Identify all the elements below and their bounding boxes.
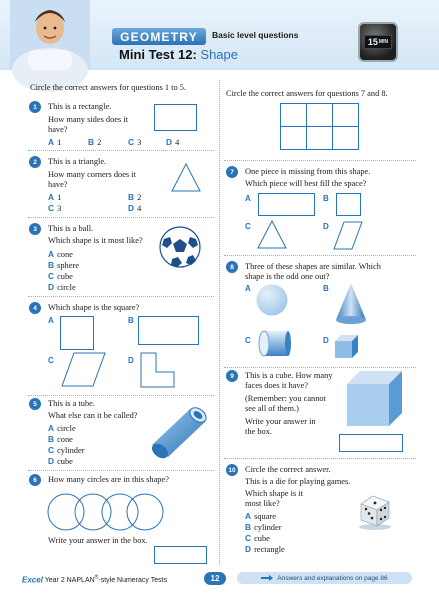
question-text: This is a ball.	[48, 224, 94, 233]
question-number: 5	[29, 398, 41, 410]
question-number: 3	[29, 223, 41, 235]
l-shape[interactable]	[140, 352, 176, 390]
question-text: One piece is missing from this shape.	[245, 167, 371, 176]
answer-option[interactable]: D circle	[48, 282, 76, 292]
question-text: How many circles are in this shape?	[48, 475, 169, 484]
question-text: This is a triangle.	[48, 157, 107, 166]
option-label[interactable]: B	[323, 284, 329, 293]
triangle-shape	[172, 163, 202, 193]
answer-option[interactable]: A 1	[48, 137, 62, 147]
separator	[28, 150, 214, 151]
subject-badge: GEOMETRY	[112, 28, 206, 45]
answer-option[interactable]: B cone	[48, 434, 73, 444]
question-text: Write your answer in	[245, 417, 316, 426]
answer-option[interactable]: B sphere	[48, 260, 79, 270]
question-text: faces does it have?	[245, 381, 309, 390]
rectangle-shape	[154, 104, 198, 134]
series-title: Year 2 NAPLAN®-style Numeracy Tests	[44, 575, 168, 585]
answer-option[interactable]: D rectangle	[245, 544, 285, 554]
answer-box[interactable]	[154, 546, 207, 564]
overlapping-circles-diagram	[46, 492, 166, 532]
question-number: 6	[29, 474, 41, 486]
square-shape[interactable]	[336, 193, 362, 217]
column-divider	[219, 80, 220, 565]
separator	[224, 367, 416, 368]
option-label[interactable]: D	[128, 356, 134, 365]
footer-brand	[22, 575, 167, 584]
parallelogram-shape[interactable]	[62, 352, 106, 388]
brand-logo: Excel	[22, 575, 43, 585]
answer-option[interactable]: B cylinder	[245, 522, 282, 532]
question-text: Which shape is it	[245, 489, 303, 498]
answer-option[interactable]: C 3	[128, 137, 142, 147]
dice-icon	[355, 492, 395, 530]
question-text: have?	[48, 125, 68, 134]
separator	[224, 458, 416, 459]
option-label[interactable]: A	[245, 194, 251, 203]
answer-option[interactable]: D 4	[128, 203, 142, 213]
option-label[interactable]: C	[48, 356, 54, 365]
question-text: Circle the correct answer.	[245, 465, 331, 474]
level-label: Basic level questions	[212, 30, 299, 40]
answer-option[interactable]: A circle	[48, 423, 76, 433]
grid-shape-diagram	[280, 103, 360, 151]
question-text: What else can it be called?	[48, 411, 138, 420]
answer-option[interactable]: A 1	[48, 192, 62, 202]
page-title	[119, 47, 238, 62]
page-number: 12	[204, 572, 226, 585]
separator	[28, 395, 214, 396]
question-number: 10	[226, 464, 238, 476]
timer-value: 15	[367, 37, 378, 47]
cube-illustration	[346, 370, 404, 428]
timer-unit: MIN	[378, 39, 389, 45]
question-number: 4	[29, 302, 41, 314]
timer-display	[364, 35, 392, 49]
question-text: shape is the odd one out?	[245, 272, 330, 281]
separator	[28, 296, 214, 297]
question-text: Write your answer in the box.	[48, 536, 148, 545]
answers-reference: Answers and explanations on page 86	[237, 572, 412, 584]
separator	[224, 160, 416, 161]
question-text: Which shape is it most like?	[48, 236, 143, 245]
instructions-left: Circle the correct answers for questions 1 to 5.	[30, 83, 187, 92]
question-text: (Remember: you cannot	[245, 394, 326, 403]
rectangle-shape[interactable]	[138, 316, 200, 346]
option-label[interactable]: D	[323, 222, 329, 231]
square-shape[interactable]	[60, 316, 96, 352]
answer-option[interactable]: C 3	[48, 203, 62, 213]
answer-option[interactable]: D 4	[166, 137, 180, 147]
answer-box[interactable]	[339, 434, 403, 452]
question-text: have?	[48, 180, 68, 189]
question-text: Which shape is the square?	[48, 303, 140, 312]
triangle-shape[interactable]	[258, 220, 288, 250]
student-photo-illustration	[10, 0, 90, 70]
answer-option[interactable]: A square	[245, 511, 276, 521]
question-text: How many corners does it	[48, 170, 136, 179]
answer-option[interactable]: C cube	[48, 271, 73, 281]
instructions-right: Circle the correct answers for questions 7 and 8.	[226, 89, 388, 98]
option-label[interactable]: D	[323, 336, 329, 345]
answer-option[interactable]: D cube	[48, 456, 73, 466]
question-text: Which piece will best fill the space?	[245, 179, 367, 188]
question-number: 9	[226, 370, 238, 382]
option-label[interactable]: A	[245, 284, 251, 293]
option-label[interactable]: A	[48, 316, 54, 325]
question-text: the box.	[245, 427, 272, 436]
answer-option[interactable]: A cone	[48, 249, 73, 259]
option-label[interactable]: C	[245, 336, 251, 345]
timer-icon	[358, 22, 398, 62]
question-text: This is a rectangle.	[48, 102, 112, 111]
answer-option[interactable]: C cube	[245, 533, 270, 543]
answer-option[interactable]: B 2	[88, 137, 102, 147]
question-text: How many sides does it	[48, 115, 129, 124]
answer-option[interactable]: C cylinder	[48, 445, 85, 455]
question-text: This is a cube. How many	[245, 371, 333, 380]
cone-shape[interactable]	[336, 282, 368, 326]
question-text: Three of these shapes are similar. Which	[245, 262, 381, 271]
rectangle-shape[interactable]	[258, 193, 316, 217]
separator	[28, 470, 214, 471]
separator	[28, 217, 214, 218]
question-number: 2	[29, 156, 41, 168]
page-header	[0, 0, 439, 78]
option-label[interactable]: B	[323, 194, 329, 203]
separator	[224, 255, 416, 256]
question-number: 8	[226, 261, 238, 273]
question-text: This is a tube.	[48, 399, 95, 408]
option-label[interactable]: B	[128, 316, 134, 325]
question-text: see all of them.)	[245, 404, 299, 413]
tube-icon	[150, 407, 208, 459]
question-number: 1	[29, 101, 41, 113]
cylinder-shape[interactable]	[258, 330, 292, 358]
option-label[interactable]: C	[245, 222, 251, 231]
question-text: This is a die for playing games.	[245, 477, 351, 486]
question-text: most like?	[245, 499, 280, 508]
answer-option[interactable]: B 2	[128, 192, 142, 202]
title-sub: Shape	[200, 47, 238, 62]
parallelogram-shape[interactable]	[334, 221, 364, 251]
question-number: 7	[226, 166, 238, 178]
sphere-shape[interactable]	[256, 284, 290, 318]
soccer-ball-icon	[158, 225, 202, 269]
cube-shape[interactable]	[334, 334, 360, 360]
title-bold: Mini Test 12:	[119, 47, 197, 62]
pointing-hand-icon	[261, 574, 273, 582]
